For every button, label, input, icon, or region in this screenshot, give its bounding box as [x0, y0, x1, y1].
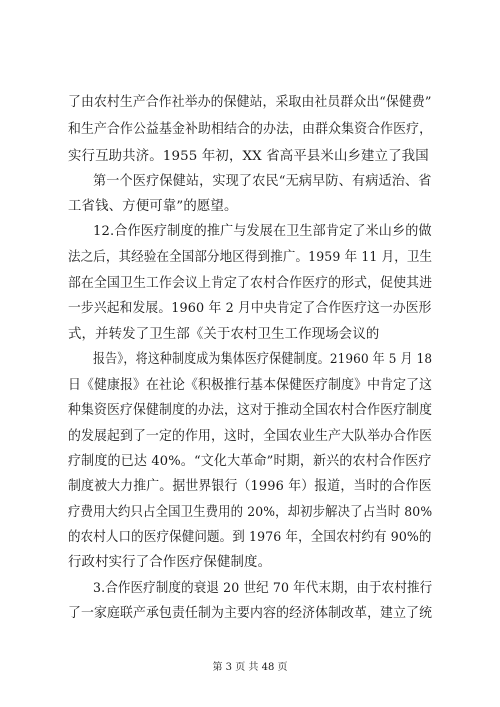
body-text-line: 疗制度的已达 40%。“文化大革命”时期，新兴的农村合作医疗 — [68, 454, 432, 469]
body-text-line: 日《健康报》在社论《积极推行基本保健医疗制度》中肯定了这 — [68, 378, 433, 393]
body-text-line: 了由农村生产合作社举办的保健站，采取由社员群众出“保健费” — [68, 95, 432, 110]
body-text-line: 实行互助共济。1955 年初，XX 省高平县米山乡建立了我国 — [68, 149, 429, 164]
body-text-line: 疗费用大约只占全国卫生费用的 20%，却初步解决了占当时 80% — [68, 505, 433, 520]
body-text-line: 了一家庭联产承包责任制为主要内容的经济体制改革，建立了统 — [68, 606, 433, 621]
body-text-line: 式，并转发了卫生部《关于农村卫生工作现场会议的 — [68, 327, 380, 342]
body-text-line: 12.合作医疗制度的推广与发展在卫生部肯定了米山乡的做 — [93, 224, 432, 239]
body-text-line: 法之后，其经验在全国部分地区得到推广。1959 年 11 月，卫生 — [68, 250, 433, 265]
body-text-line: 部在全国卫生工作会议上肯定了农村合作医疗的形式，促使其进 — [68, 276, 433, 291]
body-text-line: 种集资医疗保健制度的办法，这对于推动全国农村合作医疗制度 — [68, 403, 433, 418]
body-text-line: 报告》，将这种制度成为集体医疗保健制度。21960 年 5 月 18 — [93, 352, 433, 367]
body-text-line: 和生产合作公益基金补助相结合的办法，由群众集资合作医疗， — [68, 122, 433, 137]
body-text-line: 第一个医疗保健站，实现了农民“无病早防、有病适治、省 — [93, 174, 432, 189]
body-text-line: 的发展起到了一定的作用，这时，全国农业生产大队举办合作医 — [68, 429, 433, 444]
body-text-line: 工省钱、方便可靠”的愿望。 — [68, 199, 238, 214]
page-number: 第 3 页 共 48 页 — [212, 662, 288, 673]
body-text-line: 3.合作医疗制度的衰退 20 世纪 70 年代末期，由于农村推行 — [93, 581, 433, 596]
body-text-line: 行政村实行了合作医疗保健制度。 — [68, 555, 272, 570]
page-footer — [0, 662, 500, 674]
body-text-line: 制度被大力推广。据世界银行（1996 年）报道，当时的合作医 — [68, 479, 432, 494]
body-text-line: 的农村人口的医疗保健问题。到 1976 年，全国农村约有 90%的 — [68, 530, 432, 545]
body-text-line: 一步兴起和发展。1960 年 2 月中央肯定了合作医疗这一办医形 — [68, 301, 432, 316]
